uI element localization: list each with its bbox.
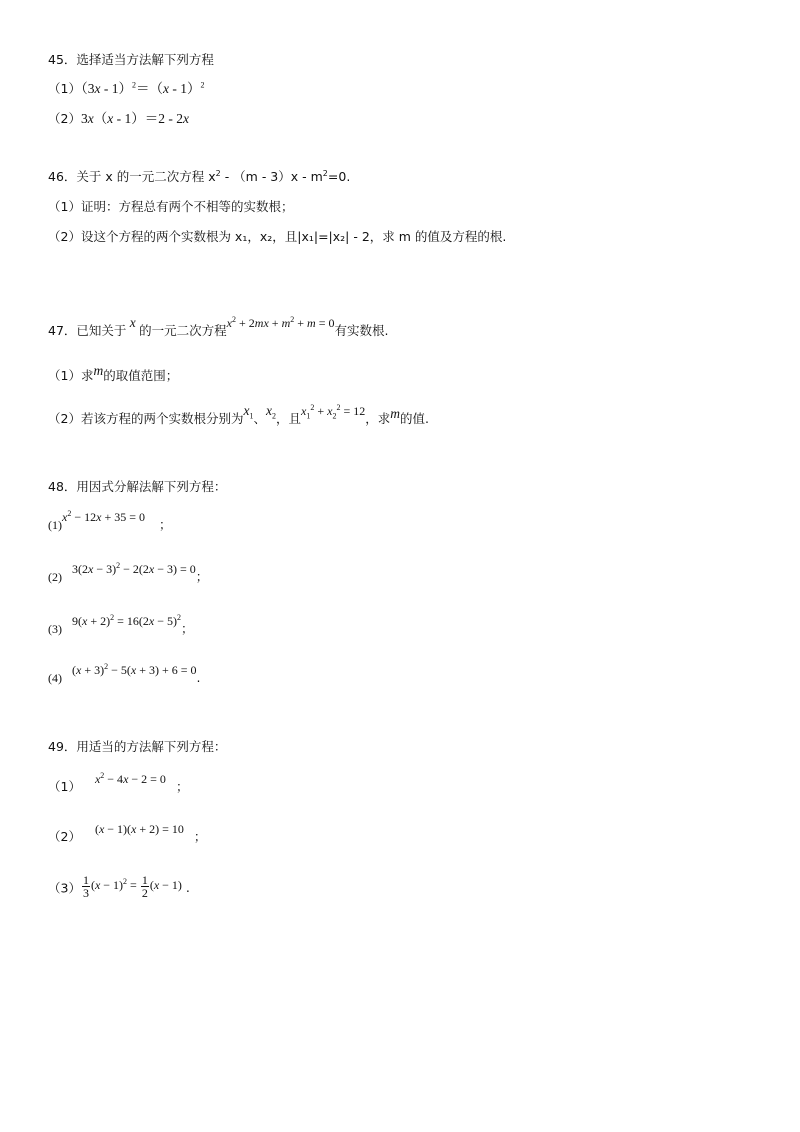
q47-part2-post: 的值. xyxy=(399,411,429,426)
q45-part1-label: （1） xyxy=(48,81,81,96)
q48-part3-equation: $9(x + 2)^2 = 16(2x - 5)^2$ xyxy=(72,613,181,628)
q46-part1: （1）证明：方程总有两个不相等的实数根； xyxy=(48,199,294,214)
q47-equation: $x^2 + 2mx + m^2 + m = 0$ xyxy=(226,315,335,330)
q47-part2-sep: 、 xyxy=(253,411,266,426)
q47-title-pre: 47．已知关于 xyxy=(48,323,127,338)
q47-var-x1: $x_1$ xyxy=(243,403,254,421)
q47-part2-and: ，且 xyxy=(275,411,301,426)
q47-part2 xyxy=(48,403,429,428)
q48-part1 xyxy=(48,509,172,535)
q49-part1 xyxy=(48,771,189,797)
q47-title xyxy=(48,315,389,340)
q49-title: 49．用适当的方法解下列方程： xyxy=(48,739,227,754)
q47-part2-pre: （2）若该方程的两个实数根分别为 xyxy=(48,411,244,426)
q48-title: 48．用因式分解法解下列方程： xyxy=(48,479,227,494)
q49-part1-punct: ； xyxy=(175,779,189,794)
q45-title: 45．选择适当方法解下列方程 xyxy=(48,52,214,67)
q48-part1-equation: $x^2 - 12x + 35 = 0$ xyxy=(62,509,145,524)
q46-title: 46．关于 x 的一元二次方程 $x^2 - (m - 3)x - m^2=0$. xyxy=(48,168,351,184)
q48-part3-label: (3) xyxy=(48,622,62,636)
q45-part1 xyxy=(48,80,204,99)
q47-part2-equation: $x_1^2 + x_2^2 = 12$ xyxy=(301,403,366,421)
q47-part1 xyxy=(48,363,179,385)
q48-part4 xyxy=(48,662,201,688)
q48-part3-punct: ； xyxy=(180,621,194,636)
q47-var-m2: m xyxy=(390,406,400,421)
q46-title-mid: - （m - 3）x - m xyxy=(220,169,323,184)
q48-part2-equation: $3(2x - 3)^2 - 2(2x - 3) = 0$ xyxy=(72,561,196,576)
q49-part2 xyxy=(48,822,207,847)
q45-part1-equation: （3x - 1）$^2$＝（x - 1）$^2$ xyxy=(80,80,205,96)
q47-part2-ask: ，求 xyxy=(365,411,391,426)
q45-part2-label: （2） xyxy=(48,111,81,126)
q48-part1-punct: ； xyxy=(158,517,172,532)
q48-part4-label: (4) xyxy=(48,671,62,685)
q46-title-post: =0. xyxy=(327,169,351,184)
q48-part4-punct: . xyxy=(196,670,201,685)
q48-part2 xyxy=(48,561,209,587)
q46-title-pre: 46．关于 x 的一元二次方程 x xyxy=(48,169,216,184)
q49-part3-punct: . xyxy=(185,880,190,896)
q49-part2-equation: (x − 1)(x + 2) = 10 xyxy=(94,822,184,836)
q47-part1-post: 的取值范围； xyxy=(103,368,179,383)
q49-part2-punct: ； xyxy=(193,829,207,844)
q49-part2-label: （2） xyxy=(48,829,81,844)
q49-part3-equation: $\frac{1}{3}$ $(x - 1)^2$ = $\frac{1}{2}$ (x − 1) xyxy=(82,873,182,900)
q48-part2-label: (2) xyxy=(48,570,62,584)
q48-part1-label: (1) xyxy=(48,518,62,532)
q46-part2: （2）设这个方程的两个实数根为 x₁，x₂，且|x₁|=|x₂| - 2，求 m 的值及方程的根. xyxy=(48,229,507,244)
q49-part1-label: （1） xyxy=(48,779,81,794)
q49-part1-equation: $x^2 - 4x - 2 = 0$ xyxy=(94,771,166,786)
q47-var-x: x xyxy=(126,315,140,330)
q47-part1-pre: （1）求 xyxy=(48,368,94,383)
q48-part2-punct: ； xyxy=(195,569,209,584)
q48-part4-equation: $(x + 3)^2 - 5(x + 3) + 6 = 0$ xyxy=(72,662,197,677)
q48-part3 xyxy=(48,613,194,639)
q47-var-x2: $x_2$ xyxy=(265,403,276,421)
q47-var-m: m xyxy=(93,363,104,378)
q45-part2-equation: 3x（x - 1）＝2 - 2x xyxy=(80,111,189,126)
q47-title-post: 有实数根. xyxy=(334,323,389,338)
q49-part3 xyxy=(48,873,190,902)
q49-part3-label: （3） xyxy=(48,880,81,896)
q47-title-mid: 的一元二次方程 xyxy=(139,323,227,338)
q45-part2 xyxy=(48,110,189,129)
